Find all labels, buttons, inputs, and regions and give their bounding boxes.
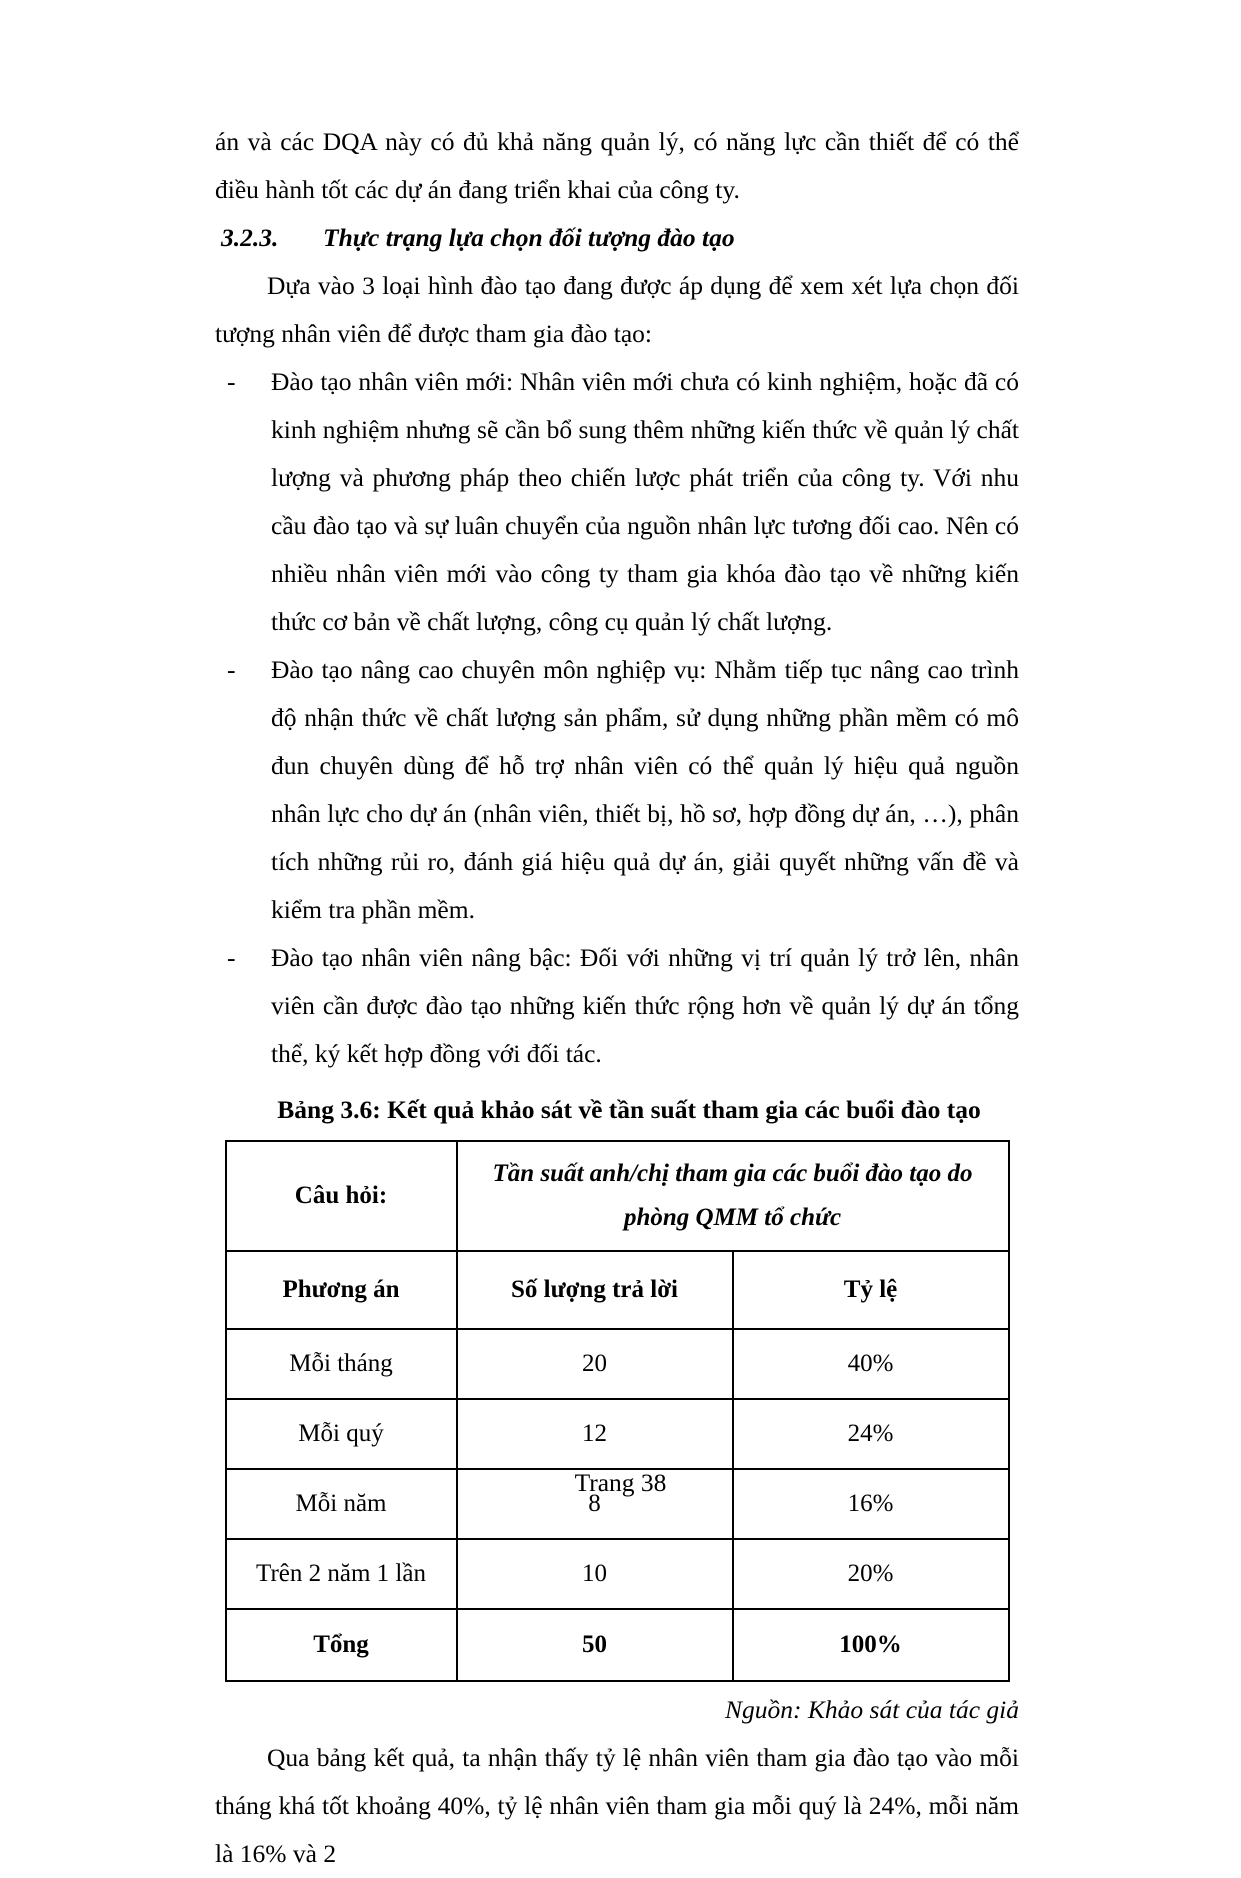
- cell-option: Trên 2 năm 1 lần: [226, 1539, 457, 1609]
- cell-percent: 40%: [733, 1329, 1009, 1399]
- cell-percent: 16%: [733, 1469, 1009, 1539]
- bullet-dash-icon: -: [227, 943, 236, 972]
- section-number: 3.2.3.: [221, 223, 279, 252]
- cell-count: 10: [457, 1539, 733, 1609]
- table-row: [226, 1329, 1009, 1399]
- list-item: [215, 934, 1019, 1078]
- list-item: [215, 358, 1019, 646]
- section-heading: [215, 214, 1019, 262]
- table-row: [226, 1399, 1009, 1469]
- page-footer: Trang 38: [574, 1468, 667, 1497]
- paragraph-intro: Dựa vào 3 loại hình đào tạo đang được áp dụng để xem xét lựa chọn đối tượng nhân viên để được tham gia đào tạo:: [215, 271, 1019, 348]
- paragraph-continued: án và các DQA này có đủ khả năng quản lý, có năng lực cần thiết để có thể điều hành tốt các dự án đang triển khai của công ty.: [215, 127, 1019, 204]
- list-item: [215, 646, 1019, 934]
- bullet-dash-icon: -: [227, 655, 236, 684]
- table-source-note: Nguồn: Khảo sát của tác giả: [725, 1695, 1019, 1724]
- list-item-text: Đào tạo nâng cao chuyên môn nghiệp vụ: Nhằm tiếp tục nâng cao trình độ nhận thức về chất lượng sản phẩm, sử dụng những phần mềm có mô đun chuyên dùng để hỗ trợ nhân viên có thể quản lý hiệu quả nguồn nhân lực cho dự án (nhân viên, thiết bị, hồ sơ, hợp đồng dự án, …), phân tích những rủi ro, đánh giá hiệu quả dự án, giải quyết những vấn đề và kiểm tra phần mềm.: [271, 655, 1019, 924]
- table-container: [215, 1140, 1019, 1682]
- section-title: Thực trạng lựa chọn đối tượng đào tạo: [323, 223, 735, 252]
- cell-option: Mỗi tháng: [226, 1329, 457, 1399]
- table-row-question: [226, 1141, 1009, 1251]
- paragraph-after-table: Qua bảng kết quả, ta nhận thấy tỷ lệ nhân viên tham gia đào tạo vào mỗi tháng khá tốt khoảng 40%, tỷ lệ nhân viên tham gia mỗi quý là 24%, mỗi năm là 16% và 2: [215, 1743, 1019, 1868]
- list-item-text: Đào tạo nhân viên mới: Nhân viên mới chưa có kinh nghiệm, hoặc đã có kinh nghiệm nhưng sẽ cần bổ sung thêm những kiến thức về quản lý chất lượng và phương pháp theo chiến lược phát triển của công ty. Với nhu cầu đào tạo và sự luân chuyển của nguồn nhân lực tương đối cao. Nên có nhiều nhân viên mới vào công ty tham gia khóa đào tạo về những kiến thức cơ bản về chất lượng, công cụ quản lý chất lượng.: [271, 367, 1019, 636]
- cell-option: Mỗi năm: [226, 1469, 457, 1539]
- cell-count: 12: [457, 1399, 733, 1469]
- cell-count: 8: [457, 1469, 733, 1539]
- cell-count: 20: [457, 1329, 733, 1399]
- cell-total-count: 50: [457, 1609, 733, 1681]
- column-header-option: Phương án: [226, 1251, 457, 1329]
- cell-percent: 24%: [733, 1399, 1009, 1469]
- question-label-cell: Câu hỏi:: [226, 1141, 457, 1251]
- cell-total-percent: 100%: [733, 1609, 1009, 1681]
- cell-option: Mỗi quý: [226, 1399, 457, 1469]
- column-header-count: Số lượng trả lời: [457, 1251, 733, 1329]
- cell-percent: 20%: [733, 1539, 1009, 1609]
- table-row-header: [226, 1251, 1009, 1329]
- list-item-text: Đào tạo nhân viên nâng bậc: Đối với những vị trí quản lý trở lên, nhân viên cần được đào tạo những kiến thức rộng hơn về quản lý dự án tổng thể, ký kết hợp đồng với đối tác.: [271, 943, 1019, 1068]
- table-row-total: [226, 1609, 1009, 1681]
- bullet-dash-icon: -: [227, 367, 236, 396]
- table-caption: Bảng 3.6: Kết quả khảo sát về tần suất tham gia các buổi đào tạo: [277, 1095, 981, 1124]
- question-text-cell: Tần suất anh/chị tham gia các buổi đào tạo do phòng QMM tổ chức: [457, 1141, 1009, 1251]
- table-row: [226, 1539, 1009, 1609]
- survey-table: [225, 1140, 1010, 1682]
- cell-total-label: Tổng: [226, 1609, 457, 1681]
- column-header-percent: Tỷ lệ: [733, 1251, 1009, 1329]
